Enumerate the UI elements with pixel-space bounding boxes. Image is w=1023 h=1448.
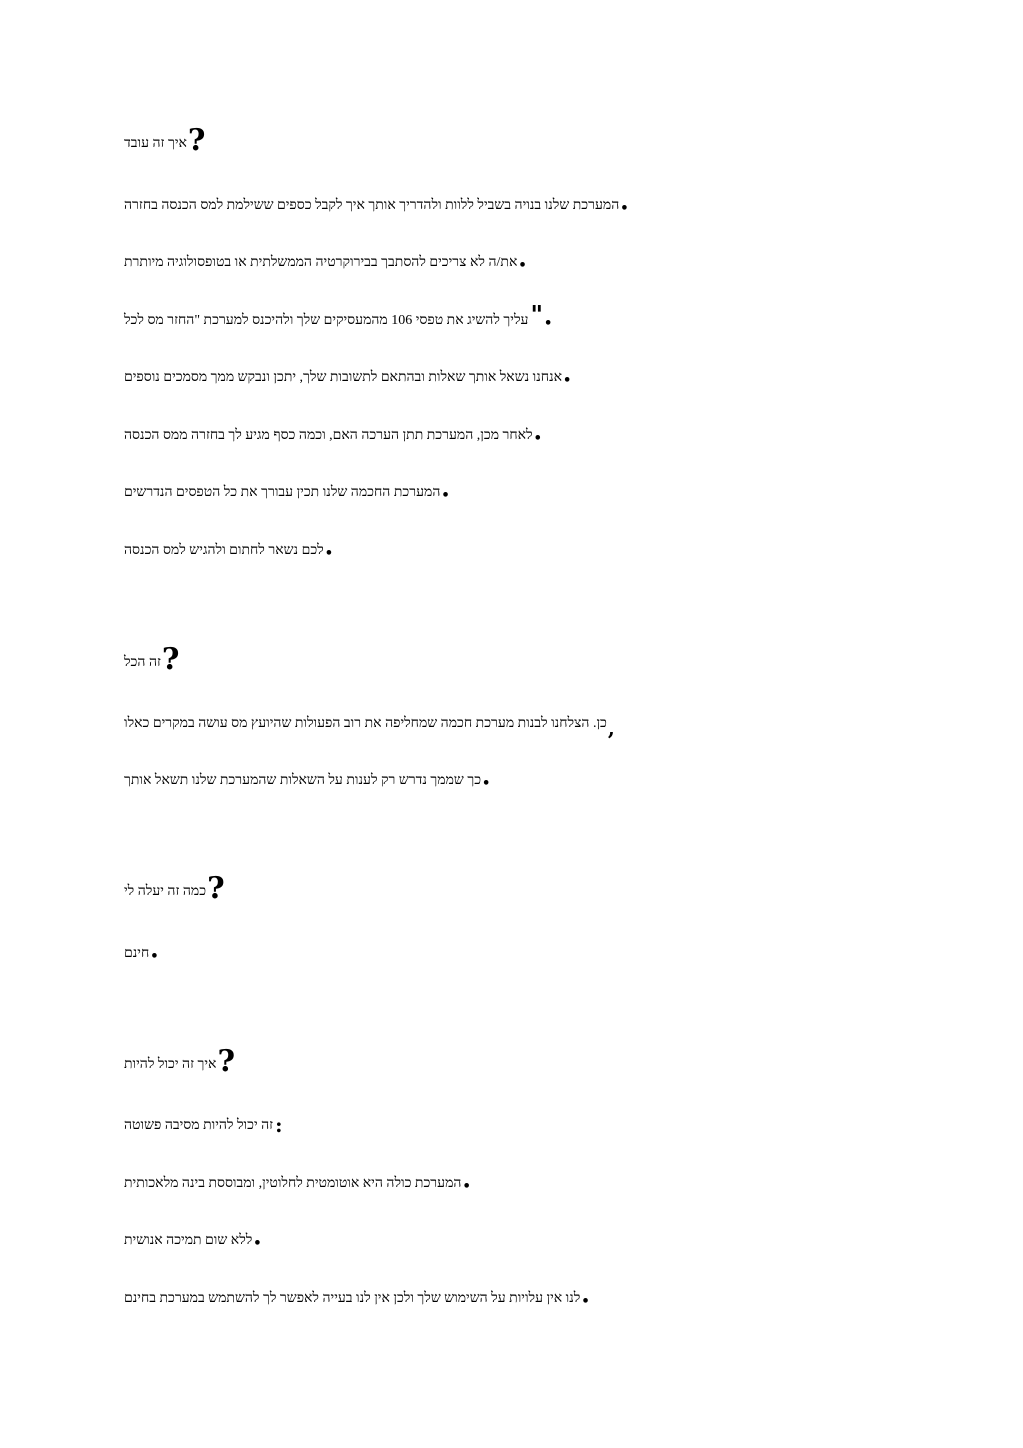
heading-text: זה הכל bbox=[124, 655, 161, 670]
bullet-icon: • bbox=[482, 775, 491, 791]
list-item-text: את/ה לא צריכים להסתבך בבירוקרטיה הממשלתית או בטופסולוגיה מיותרת bbox=[124, 255, 518, 270]
question-mark: ? bbox=[161, 642, 180, 677]
bullet-icon: • bbox=[462, 1178, 471, 1194]
bullet-icon: • bbox=[620, 200, 629, 216]
list-item bbox=[124, 301, 552, 341]
heading-how-can-it-be bbox=[124, 1045, 235, 1085]
list-item bbox=[124, 934, 159, 974]
heading-how-much-cost bbox=[124, 872, 225, 912]
bullet-icon: • bbox=[518, 257, 527, 273]
list-item-text: ללא שום תמיכה אנושית bbox=[124, 1233, 253, 1248]
heading-how-it-works bbox=[124, 124, 205, 164]
bullet-icon: • bbox=[581, 1293, 590, 1309]
list-item bbox=[124, 243, 527, 283]
bullet-icon: • bbox=[563, 372, 572, 388]
heading-is-that-all bbox=[124, 643, 179, 683]
list-item bbox=[124, 704, 615, 744]
colon-mark: : bbox=[275, 1113, 283, 1137]
question-mark: ? bbox=[217, 1044, 236, 1079]
list-item-text: אנחנו נשאל אותך שאלות ובהתאם לתשובות שלך, יתכן ונבקש ממך מסמכים נוספים bbox=[124, 370, 563, 385]
bullet-icon: • bbox=[533, 430, 542, 446]
heading-text: איך זה יכול להיות bbox=[124, 1057, 217, 1072]
list-item bbox=[124, 531, 333, 571]
list-item bbox=[124, 761, 490, 801]
list-item-text: המערכת שלנו בנויה בשביל ללוות ולהדריך אותך איך לקבל כספים ששילמת למס הכנסה בחזרה bbox=[124, 198, 620, 213]
heading-text: כמה זה יעלה לי bbox=[124, 884, 207, 899]
list-item-text: חינם bbox=[124, 946, 150, 961]
list-item-text: עליך להשיג את טפסי 106 מהמעסיקים שלך ולהיכנס למערכת "החזר מס לכל bbox=[124, 313, 529, 328]
heading-text: איך זה עובד bbox=[124, 136, 187, 151]
bullet-icon: • bbox=[324, 545, 334, 561]
bullet-icon: • bbox=[150, 948, 159, 964]
list-item-text: המערכת כולה היא אוטומטית לחלוטין, ומבוססת בינה מלאכותית bbox=[124, 1176, 462, 1191]
list-item-text: המערכת החכמה שלנו תכין עבורך את כל הטפסים הנדרשים bbox=[124, 485, 441, 500]
comma-mark: , bbox=[607, 716, 615, 740]
list-item bbox=[124, 358, 571, 398]
list-item bbox=[124, 1106, 282, 1146]
bullet-icon: • bbox=[543, 315, 553, 331]
list-item bbox=[124, 186, 629, 226]
question-mark: ? bbox=[207, 871, 225, 906]
list-item-text: לאחר מכן, המערכת תתן הערכה האם, וכמה כסף מגיע לך בחזרה ממס הכנסה bbox=[124, 428, 533, 443]
question-mark: ? bbox=[187, 123, 206, 158]
bullet-icon: • bbox=[441, 487, 450, 503]
list-item bbox=[124, 416, 542, 456]
list-item bbox=[124, 1164, 471, 1204]
list-item bbox=[124, 473, 450, 513]
list-item-text: זה יכול להיות מסיבה פשוטה bbox=[124, 1118, 274, 1133]
bullet-icon: • bbox=[253, 1235, 262, 1251]
list-item-text: כך שממך נדרש רק לענות על השאלות שהמערכת שלנו תשאל אותך bbox=[124, 773, 482, 788]
list-item bbox=[124, 1221, 262, 1261]
list-item bbox=[124, 1279, 590, 1319]
list-item-text: לכם נשאר לחתום ולהגיש למס הכנסה bbox=[124, 543, 324, 558]
list-item-text: לנו אין עלויות על השימוש שלך ולכן אין לנו בעייה לאפשר לך להשתמש במערכת בחינם bbox=[124, 1291, 581, 1306]
quote-mark: " bbox=[530, 300, 543, 329]
list-item-text: כן. הצלחנו לבנות מערכת חכמה שמחליפה את רוב הפעולות שהיועץ מס עושה במקרים כאלו bbox=[124, 716, 607, 731]
